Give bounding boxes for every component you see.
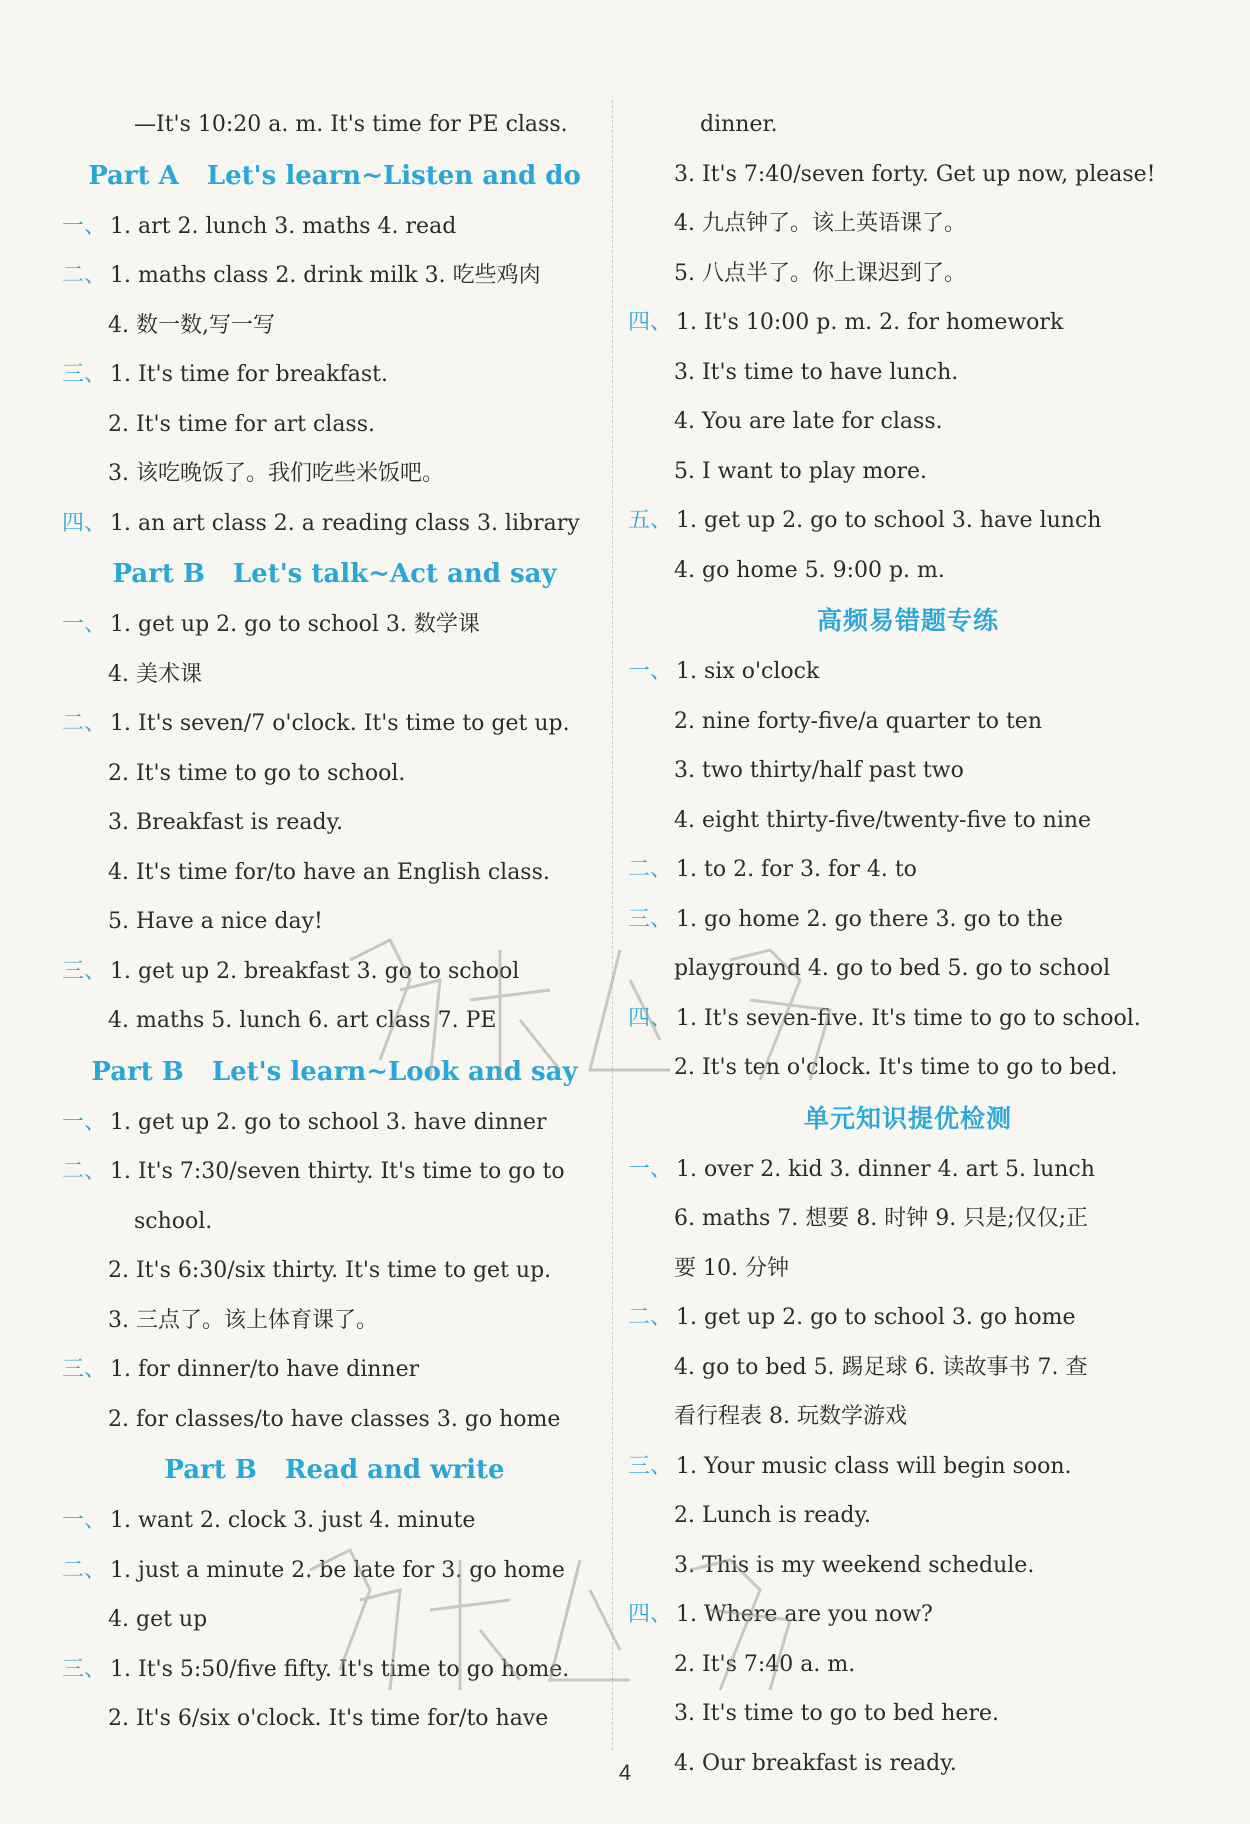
answer-text: 1. six o'clock (676, 659, 820, 684)
answer-text: playground 4. go to bed 5. go to school (674, 956, 1111, 981)
question-number: 三、 (62, 1357, 107, 1382)
answer-text: 1. Your music class will begin soon. (676, 1453, 1072, 1479)
answer-text: 4. go to bed 5. 踢足球 6. 读故事书 7. 查 (674, 1354, 1088, 1380)
answer-text: 4. 九点钟了。该上英语课了。 (674, 211, 966, 236)
answer-text: 1. It's 7:30/seven thirty. It's time to go to (110, 1159, 565, 1184)
answer-line (62, 499, 607, 549)
answer-line (628, 298, 1188, 348)
answer-text: 2. It's time to go to school. (108, 760, 406, 786)
answer-line (628, 1244, 1188, 1294)
question-number: 一、 (62, 1508, 107, 1533)
answer-line (62, 1345, 607, 1395)
answer-text: school. (134, 1208, 213, 1234)
answer-line (628, 845, 1188, 895)
left-column (62, 100, 607, 1744)
section-title: Let's learn~Look and say (211, 1056, 578, 1087)
answer-text: 看行程表 8. 玩数学游戏 (674, 1404, 907, 1429)
section-heading (62, 1444, 607, 1496)
answer-line (62, 749, 607, 799)
answer-text: 1. get up 2. go to school 3. have lunch (676, 508, 1102, 533)
question-number: 四、 (628, 1005, 673, 1031)
page-number: 4 (618, 1760, 632, 1785)
answer-line (628, 1343, 1188, 1393)
answer-text: 4. go home 5. 9:00 p. m. (674, 557, 945, 583)
answer-line (62, 449, 607, 499)
answer-text: 1. for dinner/to have dinner (110, 1357, 420, 1382)
answer-line (62, 1595, 607, 1645)
section-heading (62, 150, 607, 202)
answer-line (62, 650, 607, 700)
column-divider (612, 100, 613, 1750)
answer-text: 1. get up 2. breakfast 3. go to school (110, 958, 520, 984)
answer-text: 1. an art class 2. a reading class 3. library (110, 510, 580, 536)
answer-line (62, 301, 607, 351)
answer-text: 3. 三点了。该上体育课了。 (108, 1307, 378, 1333)
answer-text: 4. eight thirty-five/twenty-five to nine (674, 807, 1092, 833)
answer-text: 1. to 2. for 3. for 4. to (676, 857, 917, 882)
answer-text: 1. over 2. kid 3. dinner 4. art 5. lunch (676, 1156, 1095, 1182)
answer-text: 4. It's time for/to have an English class. (108, 859, 550, 885)
answer-text: 1. art 2. lunch 3. maths 4. read (110, 213, 457, 239)
answer-line (62, 1098, 607, 1148)
answer-line (62, 848, 607, 898)
question-number: 一、 (628, 659, 673, 684)
section-title: 单元知识提优检测 (803, 1103, 1012, 1133)
answer-line (628, 496, 1188, 546)
answer-line (62, 1395, 607, 1445)
answer-line (62, 1246, 607, 1296)
answer-line (628, 1442, 1188, 1492)
answer-line (628, 1689, 1188, 1739)
answer-text: 4. 数一数,写一写 (108, 312, 275, 338)
answer-line (628, 1590, 1188, 1640)
section-part-label: Part B (112, 559, 205, 589)
answer-line (62, 699, 607, 749)
answer-text: 1. get up 2. go to school 3. 数学课 (110, 612, 480, 637)
answer-text: —It's 10:20 a. m. It's time for PE class. (134, 112, 568, 137)
section-title: Let's learn~Listen and do (206, 160, 581, 191)
answer-text: 2. It's 6:30/six thirty. It's time to get up. (108, 1258, 552, 1283)
answer-line (62, 1197, 607, 1247)
answer-text: 1. It's seven/7 o'clock. It's time to get up. (110, 711, 570, 736)
answer-line (62, 600, 607, 650)
answer-line (628, 546, 1188, 596)
answer-line (628, 1194, 1188, 1244)
answer-line (628, 895, 1188, 945)
question-number: 二、 (62, 263, 107, 288)
answer-text: 4. 美术课 (108, 661, 202, 687)
answer-text: 1. It's 10:00 p. m. 2. for homework (676, 310, 1064, 335)
answer-text: 3. 该吃晚饭了。我们吃些米饭吧。 (108, 461, 444, 486)
answer-text: 2. Lunch is ready. (674, 1503, 871, 1528)
answer-text: 3. Breakfast is ready. (108, 810, 344, 835)
answer-line (628, 397, 1188, 447)
section-title: Let's talk~Act and say (232, 559, 557, 589)
question-number: 四、 (62, 510, 107, 536)
answer-line (62, 897, 607, 947)
question-number: 一、 (62, 213, 107, 239)
answer-line (628, 796, 1188, 846)
answer-text: 4. maths 5. lunch 6. art class 7. PE (108, 1008, 497, 1033)
answer-text: 1. It's time for breakfast. (110, 362, 388, 387)
section-title: Read and write (284, 1455, 505, 1485)
section-heading (628, 595, 1188, 647)
question-number: 三、 (62, 362, 107, 387)
answer-line (628, 647, 1188, 697)
answer-line (62, 251, 607, 301)
question-number: 三、 (62, 958, 107, 984)
answer-line (62, 1147, 607, 1197)
section-part-label: Part B (91, 1056, 184, 1087)
answer-text: 3. It's time to go to bed here. (674, 1701, 999, 1726)
answer-text: 3. This is my weekend schedule. (674, 1552, 1035, 1578)
answer-line (628, 1145, 1188, 1195)
answer-line (628, 1392, 1188, 1442)
answer-line (628, 746, 1188, 796)
answer-text: 2. It's ten o'clock. It's time to go to bed. (674, 1055, 1118, 1080)
question-number: 一、 (628, 1156, 673, 1182)
answer-text: 1. It's seven-five. It's time to go to school. (676, 1005, 1141, 1031)
answer-line (628, 447, 1188, 497)
answer-line (628, 1293, 1188, 1343)
answer-text: 1. go home 2. go there 3. go to the (676, 906, 1063, 932)
right-column (628, 100, 1188, 1788)
answer-text: 1. It's 5:50/five fifty. It's time to go home. (110, 1656, 570, 1682)
answer-text: 5. Have a nice day! (108, 909, 323, 934)
question-number: 二、 (62, 1557, 107, 1583)
section-part-label: Part B (164, 1455, 257, 1485)
answer-line (628, 249, 1188, 299)
answer-line (62, 350, 607, 400)
question-number: 四、 (628, 1602, 673, 1627)
section-heading (62, 1046, 607, 1098)
answer-text: 5. 八点半了。你上课迟到了。 (674, 260, 966, 286)
answer-text: 1. get up 2. go to school 3. go home (676, 1305, 1076, 1330)
answer-line (62, 400, 607, 450)
question-number: 一、 (62, 612, 107, 637)
answer-line (628, 150, 1188, 200)
answer-text: 4. You are late for class. (674, 409, 943, 434)
answer-text: 要 10. 分钟 (674, 1255, 789, 1281)
question-number: 五、 (628, 508, 673, 533)
answer-line (628, 1541, 1188, 1591)
answer-text: 3. two thirty/half past two (674, 758, 964, 783)
answer-text: 2. It's time for art class. (108, 411, 376, 437)
answer-text: 6. maths 7. 想要 8. 时钟 9. 只是;仅仅;正 (674, 1206, 1089, 1231)
answer-text: 3. It's 7:40/seven forty. Get up now, please! (674, 161, 1156, 187)
section-title: 高频易错题专练 (816, 606, 999, 635)
question-number: 二、 (62, 711, 107, 736)
section-heading (628, 1093, 1188, 1145)
answer-text: 1. Where are you now? (676, 1602, 933, 1627)
question-number: 四、 (628, 310, 673, 335)
question-number: 一、 (62, 1109, 107, 1135)
answer-text: 5. I want to play more. (674, 458, 927, 484)
answer-line (628, 697, 1188, 747)
answer-line (62, 202, 607, 252)
question-number: 三、 (628, 1453, 673, 1479)
question-number: 三、 (628, 906, 673, 932)
answer-text: 2. It's 7:40 a. m. (674, 1651, 856, 1677)
answer-line (628, 199, 1188, 249)
answer-text: 3. It's time to have lunch. (674, 359, 959, 385)
answer-line (62, 947, 607, 997)
answer-line (62, 1496, 607, 1546)
question-number: 三、 (62, 1656, 107, 1682)
answer-text: 1. get up 2. go to school 3. have dinner (110, 1109, 547, 1135)
answer-line (62, 798, 607, 848)
answer-text: 2. for classes/to have classes 3. go home (108, 1406, 561, 1432)
answer-text: 1. just a minute 2. be late for 3. go home (110, 1557, 565, 1583)
answer-text: 4. get up (108, 1607, 208, 1632)
answer-line (628, 100, 1188, 150)
answer-text: 2. nine forty-five/a quarter to ten (674, 708, 1042, 734)
answer-line (62, 996, 607, 1046)
section-part-label: Part A (88, 160, 179, 191)
answer-line (628, 944, 1188, 994)
answer-text: 2. It's 6/six o'clock. It's time for/to have (108, 1706, 549, 1731)
section-heading (62, 548, 607, 600)
answer-line (628, 1043, 1188, 1093)
answer-line (62, 100, 607, 150)
answer-line (62, 1546, 607, 1596)
answer-line (628, 1640, 1188, 1690)
answer-text: 4. Our breakfast is ready. (674, 1750, 957, 1776)
answer-text: 1. maths class 2. drink milk 3. 吃些鸡肉 (110, 263, 541, 288)
answer-line (62, 1296, 607, 1346)
question-number: 二、 (628, 857, 673, 882)
answer-line (62, 1694, 607, 1744)
question-number: 二、 (62, 1159, 107, 1184)
answer-line (62, 1645, 607, 1695)
answer-line (628, 1491, 1188, 1541)
answer-text: 1. want 2. clock 3. just 4. minute (110, 1508, 476, 1533)
answer-text: dinner. (700, 112, 778, 137)
answer-line (628, 348, 1188, 398)
question-number: 二、 (628, 1305, 673, 1330)
answer-line (628, 994, 1188, 1044)
